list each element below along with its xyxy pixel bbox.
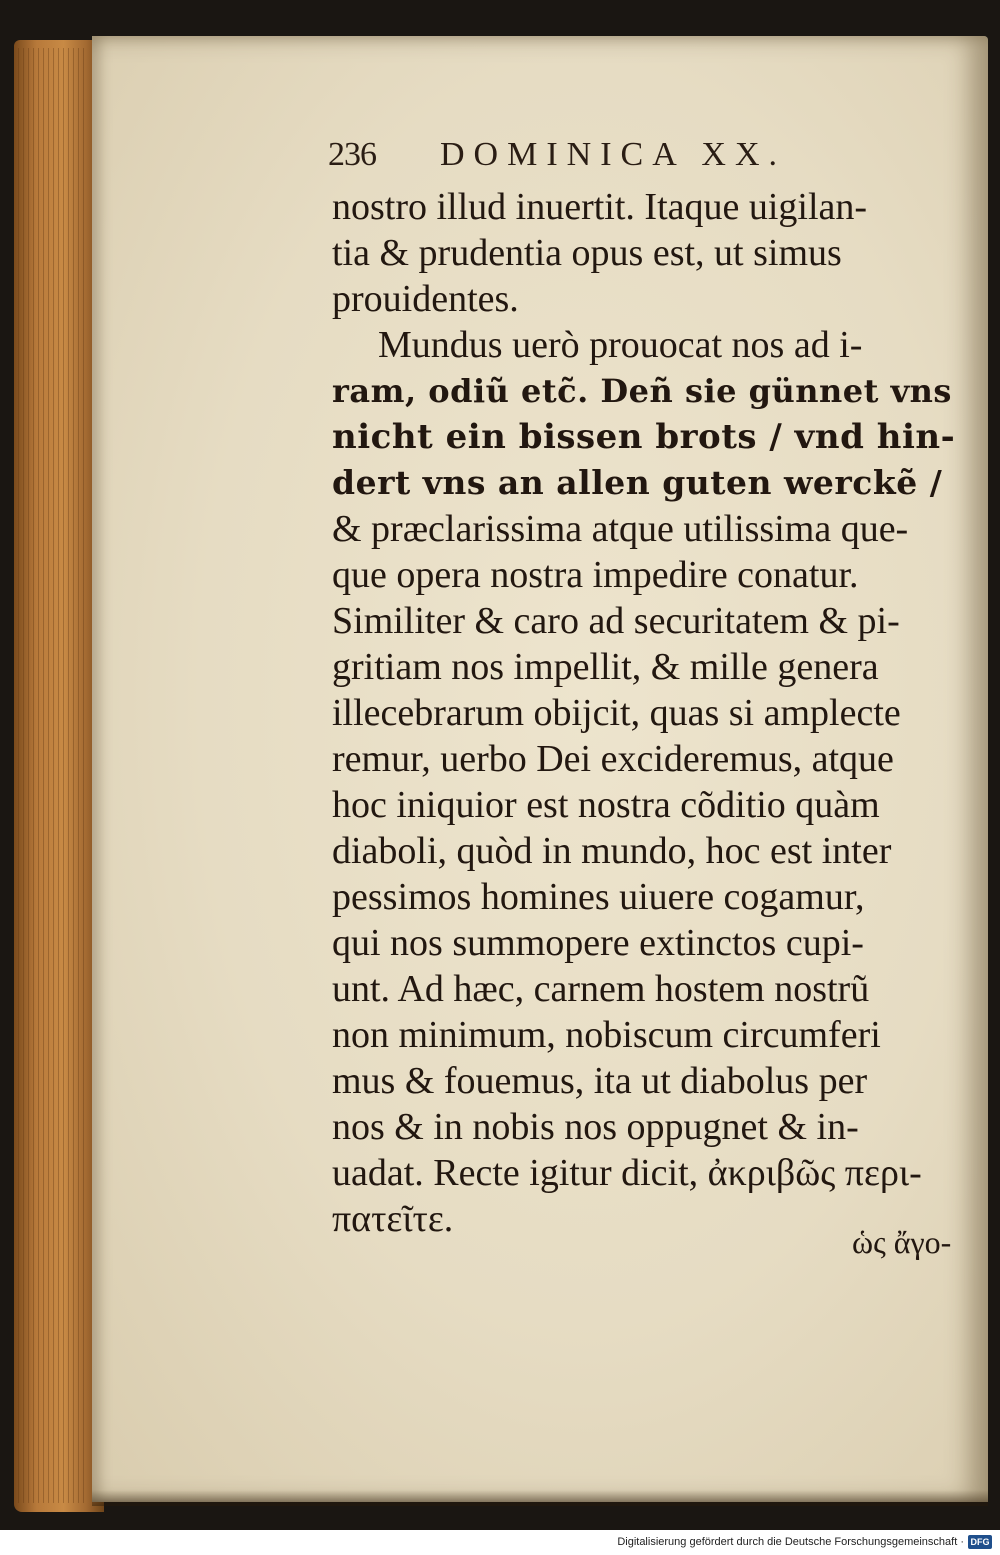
page-number: 236 [328,136,376,173]
text-line: tia & prudentia opus est, ut simus [332,232,842,274]
text-line-blackletter: nicht ein bissen brots / vnd hin- [332,417,956,457]
catchword: ὡς ἄγο- [852,1224,952,1260]
text-line: hoc iniquior est nostra cõditio quàm [332,784,880,826]
text-line: que opera nostra impedire conatur. [332,554,859,596]
dfg-logo: DFG [968,1535,992,1549]
text-line: mus & fouemus, ita ut diabolus per [332,1060,868,1102]
text-line: illecebrarum obijcit, quas si amplecte [332,692,901,734]
text-line: Mundus uerò prouocat nos ad i- [378,324,863,366]
page-bottom-shadow [92,1490,988,1506]
text-line: diaboli, quòd in mundo, hoc est inter [332,830,892,872]
text-line-blackletter: ram, odiũ etc̃. Deñ sie günnet vns [332,372,952,410]
text-line: uadat. Recte igitur dicit, ἀκριβῶς περι- [332,1152,922,1194]
book-page-edge-lines [18,48,88,1503]
text-line: qui nos summopere extinctos cupi- [332,922,864,964]
text-line: nos & in nobis nos oppugnet & in- [332,1106,859,1148]
text-line: nostro illud inuertit. Itaque uigilan- [332,186,868,228]
running-title: DOMINICA XX. [440,136,786,173]
text-line: non minimum, nobiscum circumferi [332,1014,881,1056]
text-line: remur, uerbo Dei excideremus, atque [332,738,894,780]
text-line: pessimos homines uiuere cogamur, [332,876,865,918]
text-line: πατεῖτε. [332,1198,454,1240]
footer-credit: Digitalisierung gefördert durch die Deutsche Forschungsgemeinschaft · [617,1536,964,1548]
text-line: & præclarissima atque utilissima que- [332,508,909,550]
text-line-blackletter: dert vns an allen guten werckẽ / [332,463,943,502]
text-line: unt. Ad hæc, carnem hostem nostrũ [332,968,870,1010]
text-line: Similiter & caro ad securitatem & pi- [332,600,900,642]
footer-bar [0,1530,1000,1555]
text-line: prouidentes. [332,278,519,320]
running-head [328,136,848,180]
text-line: gritiam nos impellit, & mille genera [332,646,879,688]
